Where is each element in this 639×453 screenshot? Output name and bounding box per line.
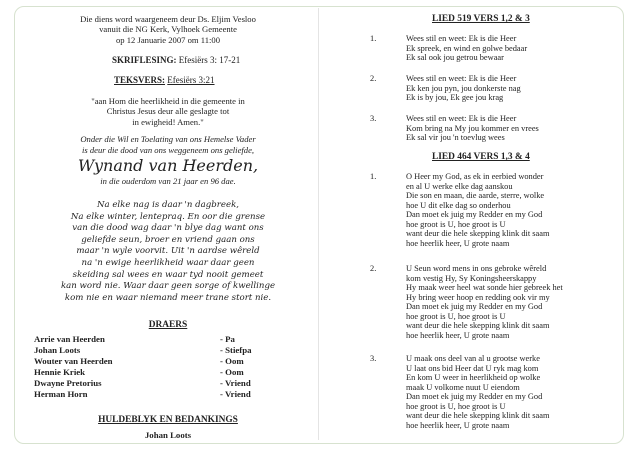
draer-name: Arrie van Heerden — [34, 334, 105, 344]
verse-line: En kom U weer in heerlikheid op wolke — [406, 373, 541, 382]
verse-line: maak U volkome nuut U eiendom — [406, 382, 520, 392]
verse-line: en al U werke elke dag aanskou — [406, 181, 513, 191]
verse-line: Ek sal vir jou 'n toevlug wees — [406, 133, 505, 142]
skriflesing — [112, 55, 240, 65]
verse-line: Ek sal ook jou getrou bewaar — [406, 53, 504, 62]
poem-line: geliefde seun, broer en vriend gaan ons — [81, 234, 255, 245]
verse-line: O Heer my God, as ek in eerbied wonder — [406, 172, 544, 181]
announce-line: Onder die Wil en Toelating van ons Hemelse Vader — [80, 134, 256, 144]
draer-name: Johan Loots — [34, 345, 81, 355]
poem-line: Na elke nag is daar 'n dagbreek, — [96, 200, 240, 210]
bible-quote — [20, 96, 316, 127]
verse-number: 2. — [370, 264, 377, 273]
hulde-name: Johan Loots — [144, 430, 192, 440]
verse-line: Hy bring weer hoop en redding ook vir my — [406, 292, 550, 302]
draer-name: Hennie Kriek — [34, 367, 86, 377]
draer-role: - Pa — [220, 334, 235, 344]
quote-line: Christus Jesus deur alle geslagte tot — [106, 106, 230, 117]
verse-line: Dan moet ek juig my Redder en my God — [406, 302, 543, 311]
draer-row — [34, 334, 294, 345]
verse-number: 3. — [370, 114, 377, 123]
poem-line: maar 'n wyle voorvit. Uit 'n aardse wêreld — [76, 246, 260, 257]
draer-name: Wouter van Heerden — [34, 356, 113, 366]
verse-number: 1. — [370, 172, 377, 181]
poem-line: kan word nie. Waar daar geen sorge of kwellinge — [60, 281, 276, 292]
verse-number: 2. — [370, 74, 377, 83]
verse-line: Ek ken jou pyn, jou donkerste nag — [406, 83, 521, 93]
draer-role: - Oom — [220, 367, 244, 377]
draer-name: Herman Horn — [34, 389, 88, 399]
verse-line: want deur die hele skepping klink dit saam — [406, 321, 550, 330]
verse-line: Kom bring na My jou kommer en vrees — [406, 123, 539, 133]
draer-row — [34, 378, 294, 389]
intro-line: vanuit die NG Kerk, Vylhoek Gemeente — [99, 24, 237, 35]
skriflesing-label: SKRIFLESING: — [112, 55, 177, 65]
verse-number: 3. — [370, 354, 377, 363]
poem — [20, 200, 316, 304]
verse-line: Ek is by jou, Ek gee jou krag — [406, 93, 504, 102]
verse-line: hoe heerlik heer, U grote naam — [406, 330, 510, 340]
skriflesing-value: Efesiërs 3: 17-21 — [178, 55, 241, 65]
draer-row — [34, 345, 294, 356]
quote-line: "aan Hom die heerlikheid in die gemeente in — [91, 96, 245, 106]
draer-role: - Oom — [220, 356, 244, 366]
verse-line: Wees stil en weet: Ek is die Heer — [406, 114, 517, 123]
intro-line: Die diens word waargeneem deur Ds. Eljim Vesloo — [80, 14, 256, 24]
hulde-heading: HULDEBLYK EN BEDANKINGS — [98, 415, 238, 425]
verse-line: U maak ons deel van al u grootse werke — [406, 354, 540, 363]
verse-line: hoe groot is U, hoe groot is U — [406, 401, 506, 411]
verse-line: U laat ons bid Heer dat U ryk mag kom — [406, 363, 539, 373]
verse-number: 1. — [370, 34, 377, 43]
verse-line: kom vestig Hy, Sy Koningsheerskappy — [406, 273, 537, 283]
draer-row — [34, 389, 294, 400]
verse-line: want deur die hele skepping klink dit saam — [406, 411, 550, 420]
poem-line: kom nie en waar niemand meer trane stort nie. — [64, 292, 272, 303]
verse-line: hoe heerlik heer, U grote naam — [406, 238, 510, 248]
intro-line: op 12 Januarie 2007 om 11:00 — [116, 34, 220, 45]
verse-line: Wees stil en weet: Ek is die Heer — [406, 34, 517, 43]
deceased-age: in die ouderdom van 21 jaar en 96 dae. — [100, 176, 236, 186]
verse-line: Wees stil en weet: Ek is die Heer — [406, 74, 517, 83]
lied-464-heading: LIED 464 VERS 1,3 & 4 — [432, 152, 530, 162]
draer-role: - Vriend — [220, 389, 251, 399]
draers-list — [34, 334, 294, 400]
service-intro — [20, 14, 316, 45]
poem-line: van die dood wag daar 'n blye dag want ons — [72, 223, 264, 234]
poem-line: skeiding sal wees en waar tyd nooit gemeet — [72, 269, 264, 280]
teksvers-label: TEKSVERS: — [114, 75, 166, 85]
deceased-name: Wynand van Heerden, — [77, 156, 259, 175]
verse-line: hoe U dit elke dag so onderhou — [406, 200, 511, 210]
draer-row — [34, 356, 294, 367]
lied-519-heading: LIED 519 VERS 1,2 & 3 — [432, 14, 530, 24]
verse-line: want deur die hele skepping klink dit saam — [406, 229, 550, 238]
draer-name: Dwayne Pretorius — [34, 378, 102, 388]
verse-line: hoe groot is U, hoe groot is U — [406, 311, 506, 321]
verse-line: U Seun word mens in ons gebroke wêreld — [406, 264, 547, 273]
quote-line: in ewigheid! Amen." — [132, 116, 204, 127]
verse-line: Dan moet ek juig my Redder en my God — [406, 210, 543, 219]
verse-line: hoe groot is U, hoe groot is U — [406, 219, 506, 229]
draers-heading: DRAERS — [148, 320, 188, 330]
verse-line: hoe heerlik heer, U grote naam — [406, 420, 510, 430]
announce-line: is deur die dood van ons weggeneem ons geliefde, — [81, 144, 255, 155]
draer-role: - Stiefpa — [220, 345, 252, 355]
teksvers — [114, 75, 215, 85]
draer-row — [34, 367, 294, 378]
draer-role: - Vriend — [220, 378, 251, 388]
fold-line — [318, 8, 319, 440]
verse-line: Ek spreek, en wind en golwe bedaar — [406, 43, 528, 53]
teksvers-value: Efesiërs 3:21 — [167, 75, 215, 85]
verse-line: Dan moet ek juig my Redder en my God — [406, 392, 543, 401]
poem-line: Na elke winter, lentepraq. En oor die grense — [70, 211, 266, 222]
verse-line: Die son en maan, die aarde, sterre, wolke — [406, 191, 545, 200]
verse-line: Hy maak weer heel wat sonde hier gebreek het — [406, 283, 563, 292]
poem-line: na 'n ewige heerlikheid waar daar geen — [81, 257, 255, 268]
announcement — [20, 134, 316, 155]
